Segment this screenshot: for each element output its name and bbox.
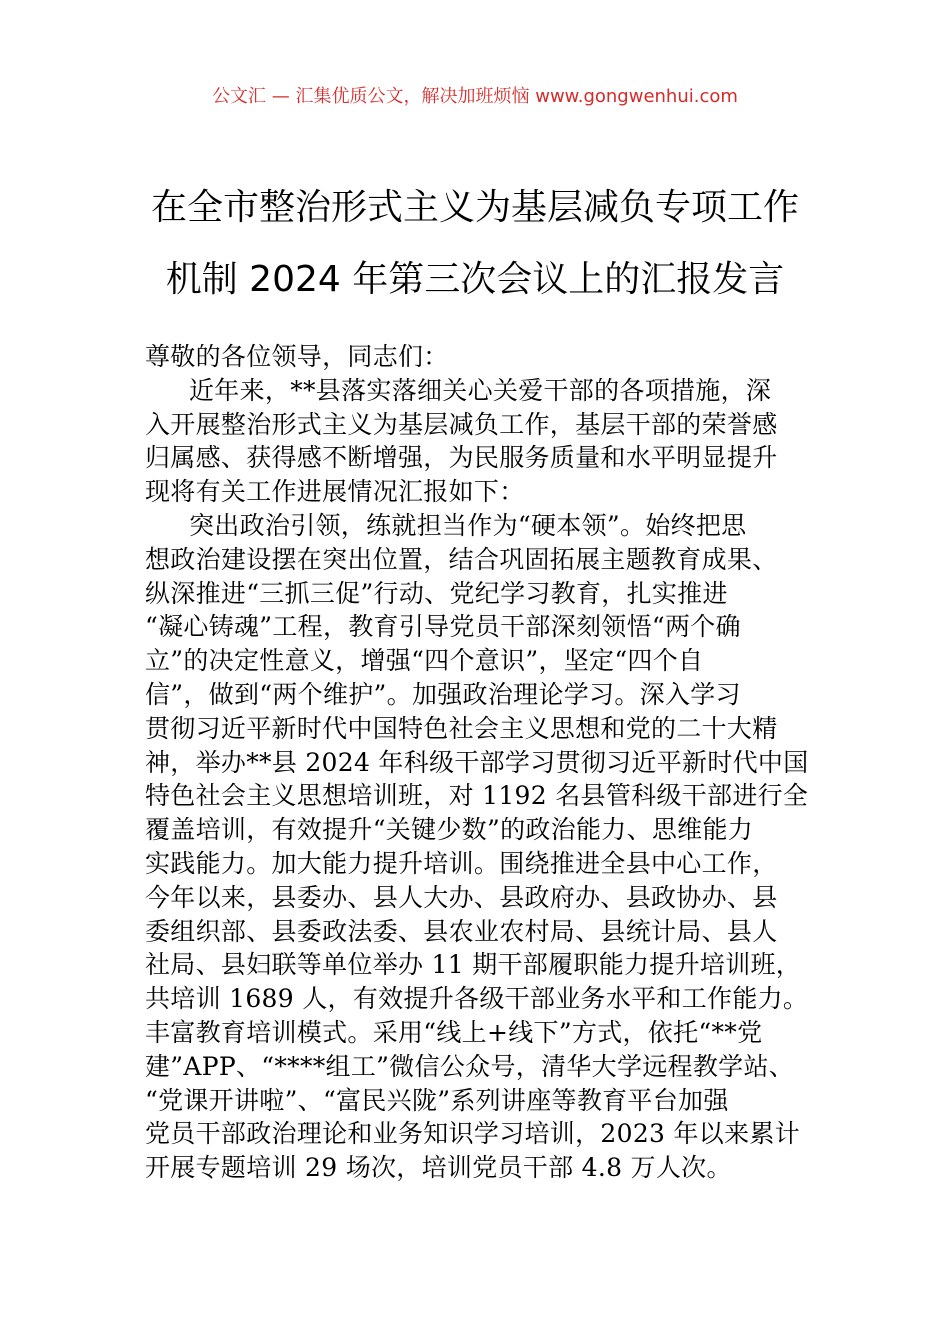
document-body xyxy=(145,340,815,1185)
body-line: 想政治建设摆在突出位置，结合巩固拓展主题教育成果、 xyxy=(145,544,778,574)
body-line: 贯彻习近平新时代中国特色社会主义思想和党的二十大精 xyxy=(145,713,778,743)
body-line: 突出政治引领，练就担当作为“硬本领”。始终把思 xyxy=(189,510,747,540)
body-line: 党员干部政治理论和业务知识学习培训，2023 年以来累计 xyxy=(145,1119,800,1149)
body-line: 归属感、获得感不断增强，为民服务质量和水平明显提升 xyxy=(145,443,778,473)
body-line: 共培训 1689 人，有效提升各级干部业务水平和工作能力。 xyxy=(145,984,809,1014)
body-line: 实践能力。加大能力提升培训。围绕推进全县中心工作， xyxy=(145,848,778,878)
body-line: 建”APP、“****组工”微信公众号，清华大学远程教学站、 xyxy=(145,1051,795,1081)
body-line: 神，举办**县 2024 年科级干部学习贯彻习近平新时代中国 xyxy=(145,747,809,777)
body-line: 丰富教育培训模式。采用“线上+线下”方式，依托“**党 xyxy=(145,1017,763,1047)
body-line: 近年来，**县落实落细关心关爱干部的各项措施，深 xyxy=(189,375,772,405)
salutation: 尊敬的各位领导，同志们： xyxy=(145,342,449,371)
body-line: 委组织部、县委政法委、县农业农村局、县统计局、县人 xyxy=(145,916,778,946)
body-line: 现将有关工作进展情况汇报如下： xyxy=(145,477,525,507)
body-line: 纵深推进“三抓三促”行动、党纪学习教育，扎实推进 xyxy=(145,578,728,608)
body-line: 信”，做到“两个维护”。加强政治理论学习。深入学习 xyxy=(145,679,741,709)
document-title xyxy=(0,172,950,316)
title-line-1: 在全市整治形式主义为基层减负专项工作 xyxy=(150,187,799,228)
body-line: “凝心铸魂”工程，教育引导党员干部深刻领悟“两个确 xyxy=(145,612,741,642)
body-line: 开展专题培训 29 场次，培训党员干部 4.8 万人次。 xyxy=(145,1153,732,1183)
header-banner: 公文汇 — 汇集优质公文，解决加班烦恼 www.gongwenhui.com xyxy=(212,86,738,107)
body-line: 入开展整治形式主义为基层减负工作，基层干部的荣誉感 xyxy=(145,409,778,439)
body-line: 覆盖培训，有效提升“关键少数”的政治能力、思维能力 xyxy=(145,815,754,845)
body-line: 特色社会主义思想培训班，对 1192 名县管科级干部进行全 xyxy=(145,781,809,811)
body-line: 社局、县妇联等单位举办 11 期干部履职能力提升培训班， xyxy=(145,950,802,980)
title-line-2: 机制 2024 年第三次会议上的汇报发言 xyxy=(165,259,785,300)
body-line: 今年以来，县委办、县人大办、县政府办、县政协办、县 xyxy=(145,882,778,912)
body-line: 立”的决定性意义，增强“四个意识”，坚定“四个自 xyxy=(145,646,704,676)
body-line: “党课开讲啦”、“富民兴陇”系列讲座等教育平台加强 xyxy=(145,1085,729,1115)
